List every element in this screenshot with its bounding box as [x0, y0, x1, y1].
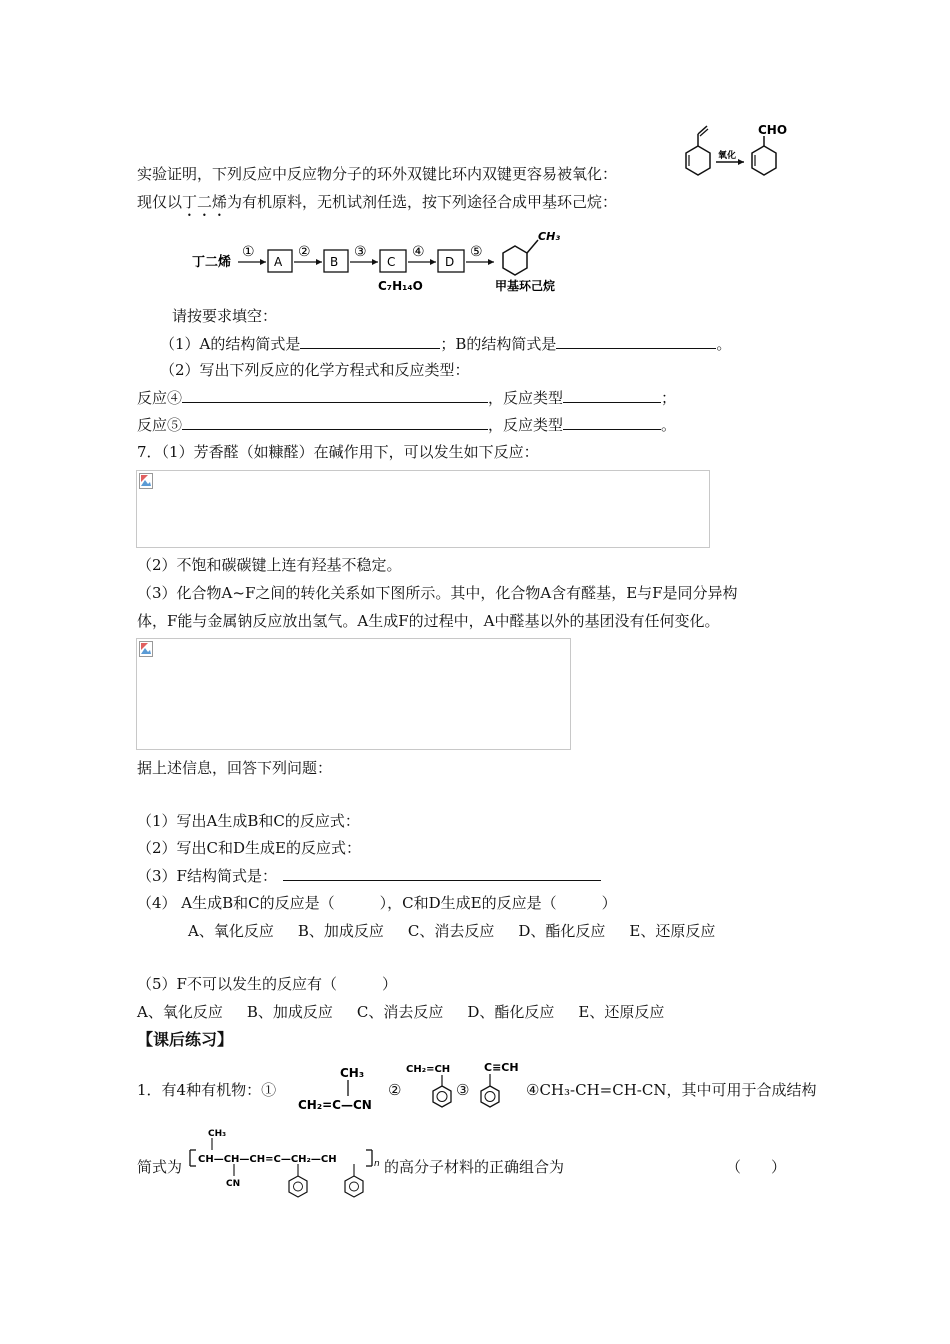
hw-q1-suffix: ④CH₃-CH=CH-CN，其中可用于合成结构 — [526, 1081, 817, 1099]
blank-f-structure[interactable] — [283, 865, 601, 881]
poly-cn: CN — [226, 1179, 241, 1189]
reaction-4-line: 反应④ ，反应类型 ； — [137, 389, 677, 407]
hw-q1-prefix: 1．有4种有机物：① — [137, 1081, 277, 1099]
m3-top: C≡CH — [484, 1061, 519, 1074]
benzene-ring — [433, 1086, 451, 1107]
methylcyclohexane-ring — [503, 246, 527, 275]
box-c-label: C — [387, 255, 396, 269]
box-a-label: A — [274, 255, 283, 269]
box-d-label: D — [445, 255, 455, 269]
hw-q1-mark2: ② — [388, 1081, 402, 1099]
product-label: 甲基环己烷 — [495, 279, 556, 293]
blank-r5-equation[interactable] — [182, 414, 488, 430]
option-a: A、氧化反应 — [137, 1003, 223, 1021]
missing-image-1 — [136, 470, 710, 548]
blank-a[interactable] — [300, 333, 440, 349]
poly-n: n — [374, 1159, 380, 1169]
poly-chain: CH—CH—CH=C—CH₂—CH — [198, 1154, 337, 1165]
benzene-ring — [345, 1176, 363, 1197]
hw-q1-answer-paren[interactable]: （ ） — [726, 1158, 787, 1176]
step-2: ② — [298, 244, 311, 260]
q7-a1: （1）写出A生成B和C的反应式： — [137, 812, 360, 830]
emphasized-butadiene: 丁二烯 — [182, 193, 228, 211]
option-a: A、氧化反应 — [188, 922, 274, 940]
blank-r4-type[interactable] — [563, 387, 661, 403]
option-d: D、酯化反应 — [518, 922, 606, 940]
synthesis-scheme — [190, 228, 580, 298]
homework-title: 【课后练习】 — [137, 1030, 234, 1049]
q7-a4: （4） A生成B和C的反应是（ ），C和D生成E的反应是（ ） — [137, 894, 617, 912]
option-c: C、消去反应 — [356, 1003, 444, 1021]
q6-part2: （2）写出下列反应的化学方程式和反应类型： — [160, 361, 470, 379]
reaction-5-line: 反应⑤ ，反应类型 。 — [137, 416, 677, 434]
step-1: ① — [242, 244, 255, 260]
q7-statement-3a: （3）化合物A~F之间的转化关系如下图所示。其中，化合物A含有醛基，E与F是同分异构 — [137, 584, 738, 602]
q6-part1: （1）A的结构简式是 ；B的结构简式是 。 — [160, 335, 732, 353]
hw-q1-line2-suffix: 的高分子材料的正确组合为 — [384, 1158, 565, 1176]
hw-q1-line2-prefix: 简式为 — [137, 1158, 183, 1176]
option-b: B、加成反应 — [246, 1003, 333, 1021]
box-b-label: B — [330, 255, 339, 269]
intro-line-2: 现仅以丁二烯为有机原料，无机试剂任选，按下列途径合成甲基环己烷： — [137, 193, 618, 211]
benzene-ring — [481, 1086, 499, 1107]
option-e: E、还原反应 — [578, 1003, 665, 1021]
molecule-1 — [296, 1060, 386, 1115]
m2-top: CH₂=CH — [406, 1064, 451, 1075]
box-c-formula: C₇H₁₄O — [378, 279, 423, 293]
product-ch3: CH₃ — [538, 230, 561, 243]
oxidation-label: 氧化 — [718, 151, 737, 161]
option-c: C、消去反应 — [407, 922, 495, 940]
q7-a5: （5）F不可以发生的反应有（ ） — [137, 975, 397, 993]
broken-image-icon — [139, 641, 153, 657]
option-d: D、酯化反应 — [467, 1003, 555, 1021]
q7-a4-options — [188, 921, 739, 941]
option-e: E、还原反应 — [629, 922, 716, 940]
q7-a2: （2）写出C和D生成E的反应式： — [137, 839, 361, 857]
blank-r4-equation[interactable] — [182, 387, 488, 403]
missing-image-2 — [136, 638, 571, 750]
oxidation-scheme — [670, 118, 810, 188]
cho-label: CHO — [758, 123, 788, 137]
q7-a3: （3）F结构简式是： — [137, 865, 601, 886]
blank-r5-type[interactable] — [563, 414, 661, 430]
step-5: ⑤ — [470, 244, 483, 260]
molecule-3-phenylacetylene — [474, 1058, 530, 1116]
option-b: B、加成反应 — [297, 922, 384, 940]
broken-image-icon — [139, 473, 153, 489]
intro-line-1: 实验证明，下列反应中反应物分子的环外双键比环内双键更容易被氧化： — [137, 165, 618, 183]
q7-info: 据上述信息，回答下列问题： — [137, 759, 333, 777]
q6-prompt: 请按要求填空： — [172, 307, 278, 325]
q7-a5-options — [137, 1002, 688, 1022]
q7-statement-2: （2）不饱和碳碳键上连有羟基不稳定。 — [137, 556, 402, 574]
q7-statement-3b: 体，F能与金属钠反应放出氢气。A生成F的过程中，A中醛基以外的基团没有任何变化。 — [137, 612, 720, 630]
m1-chain: CH₂=C—CN — [298, 1098, 372, 1112]
benzene-ring — [289, 1176, 307, 1197]
hw-q1-mark3: ③ — [456, 1081, 470, 1099]
q7-statement-1: 7．（1）芳香醛（如糠醛）在碱作用下，可以发生如下反应： — [137, 443, 539, 461]
step-4: ④ — [412, 244, 425, 260]
polymer-structure — [186, 1124, 386, 1206]
poly-ch3: CH₃ — [208, 1129, 227, 1139]
blank-b[interactable] — [556, 333, 716, 349]
step-3: ③ — [354, 244, 367, 260]
m1-ch3: CH₃ — [340, 1066, 365, 1080]
scheme-start: 丁二烯 — [192, 255, 232, 270]
